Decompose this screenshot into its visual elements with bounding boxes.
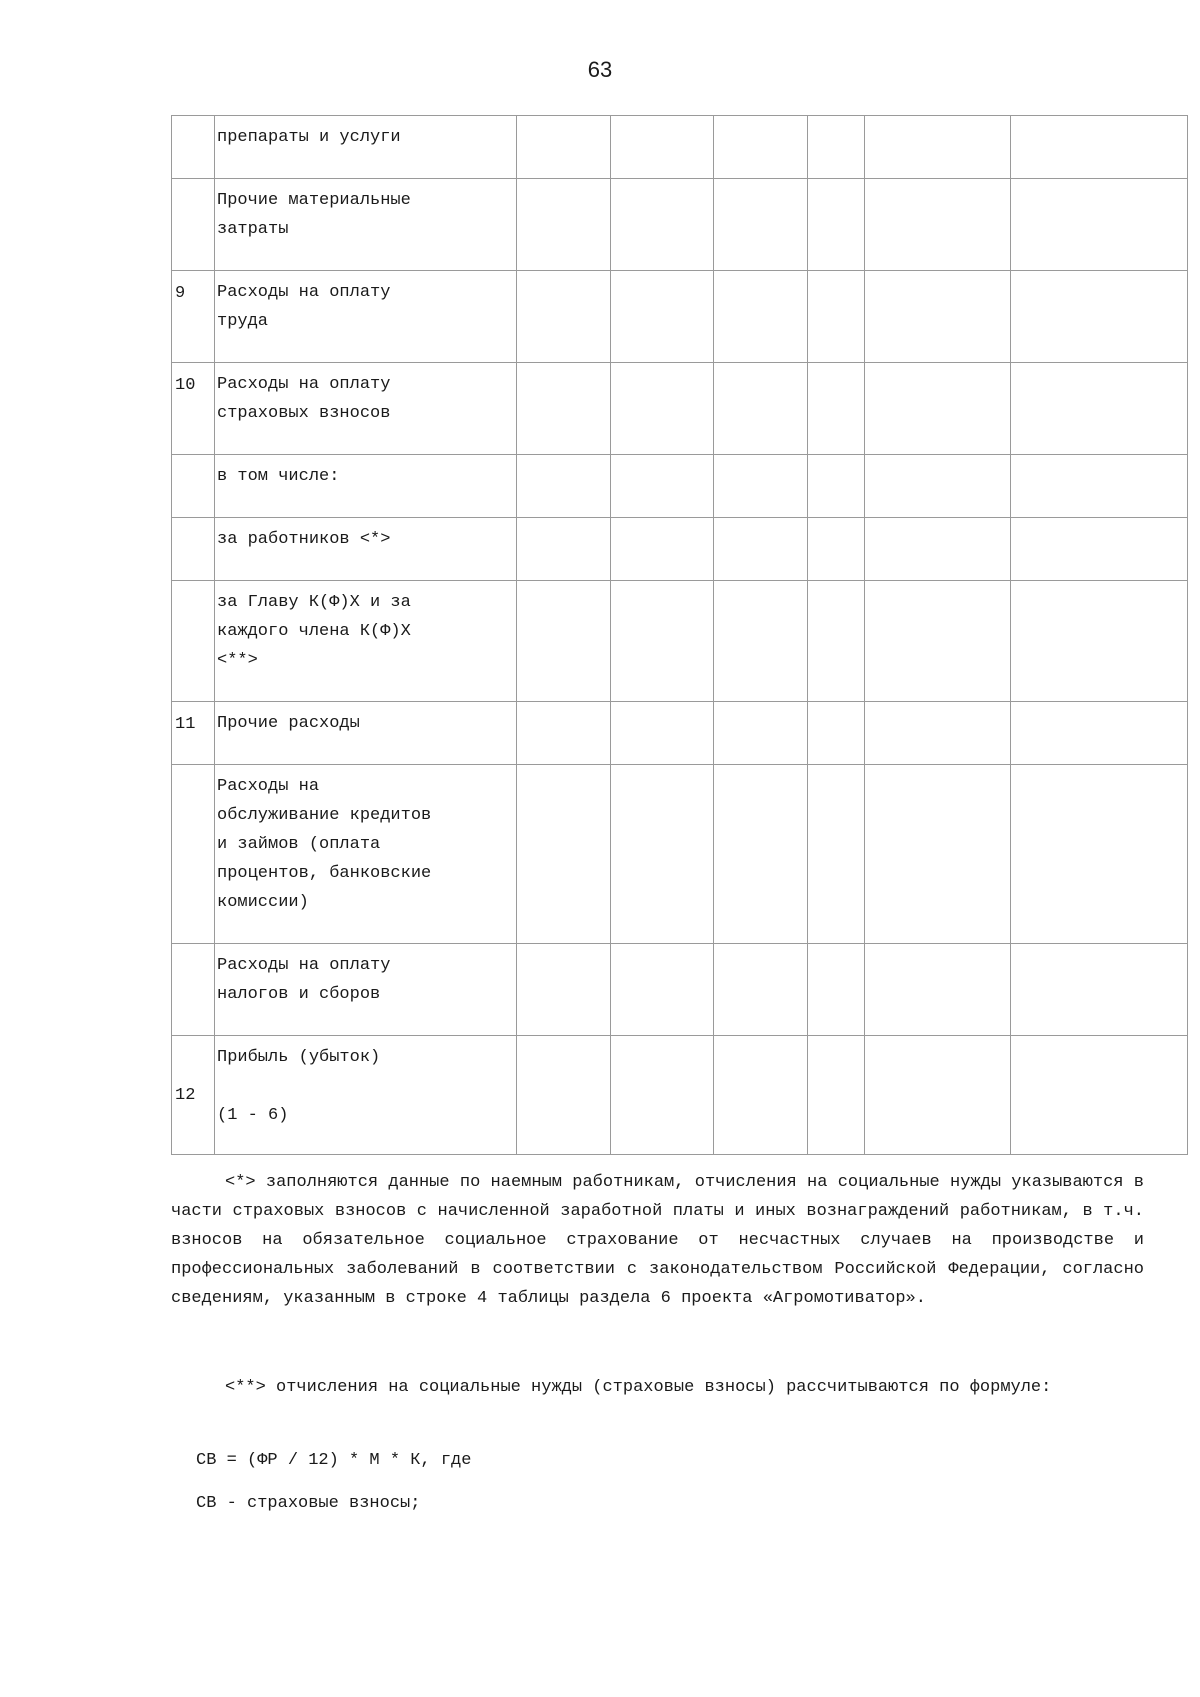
value-cell: [517, 518, 611, 581]
value-cell: [808, 179, 865, 271]
value-cell: [611, 116, 714, 179]
value-cell: [808, 581, 865, 702]
value-cell: [808, 765, 865, 944]
row-label-line: [217, 1072, 516, 1101]
row-label: [215, 363, 517, 455]
row-label: [215, 765, 517, 944]
value-cell: [1011, 116, 1188, 179]
value-cell: [1011, 944, 1188, 1036]
table-row: [172, 455, 1188, 518]
table-row: [172, 518, 1188, 581]
row-label: [215, 944, 517, 1036]
value-cell: [517, 363, 611, 455]
value-cell: [1011, 702, 1188, 765]
table-row: [172, 765, 1188, 944]
row-label-line: комиссии): [217, 893, 309, 912]
row-label-line: (1 - 6): [217, 1106, 289, 1125]
row-number: [172, 518, 215, 581]
row-label-line: Расходы на: [217, 777, 320, 796]
value-cell: [714, 1036, 808, 1155]
value-cell: [517, 271, 611, 363]
row-label-line: Расходы на оплату: [217, 956, 391, 975]
footnote-workers: [171, 1168, 1144, 1313]
row-number: 12: [172, 1036, 215, 1155]
row-label-line: препараты и услуги: [217, 128, 401, 147]
value-cell: [865, 702, 1011, 765]
row-label-line: налогов и сборов: [217, 985, 381, 1004]
table-row: [172, 581, 1188, 702]
row-number: [172, 455, 215, 518]
value-cell: [865, 363, 1011, 455]
value-cell: [611, 765, 714, 944]
row-label-line: за Главу К(Ф)Х и за: [217, 593, 411, 612]
value-cell: [714, 944, 808, 1036]
value-cell: [714, 455, 808, 518]
row-number: 9: [172, 271, 215, 363]
row-label-line: Прибыль (убыток): [217, 1048, 381, 1067]
value-cell: [611, 455, 714, 518]
row-label-line: в том числе:: [217, 467, 340, 486]
row-label-line: за работников <*>: [217, 530, 391, 549]
value-cell: [808, 363, 865, 455]
row-label-line: процентов, банковские: [217, 864, 432, 883]
row-label: [215, 116, 517, 179]
value-cell: [714, 702, 808, 765]
row-label-line: затраты: [217, 220, 289, 239]
value-cell: [714, 271, 808, 363]
value-cell: [1011, 179, 1188, 271]
row-label-line: обслуживание кредитов: [217, 806, 432, 825]
row-label: [215, 518, 517, 581]
value-cell: [865, 271, 1011, 363]
table-row: [172, 1036, 1188, 1155]
value-cell: [865, 455, 1011, 518]
value-cell: [714, 518, 808, 581]
table-row: [172, 271, 1188, 363]
row-label-line: Расходы на оплату: [217, 283, 391, 302]
row-label: [215, 179, 517, 271]
table-row: [172, 116, 1188, 179]
row-number: [172, 944, 215, 1036]
value-cell: [808, 702, 865, 765]
value-cell: [611, 363, 714, 455]
value-cell: [714, 116, 808, 179]
row-label-line: <**>: [217, 651, 258, 670]
formula-line: СВ = (ФР / 12) * М * К, где: [196, 1451, 472, 1470]
table-body: [172, 116, 1188, 1155]
value-cell: [865, 518, 1011, 581]
value-cell: [865, 116, 1011, 179]
value-cell: [714, 765, 808, 944]
value-cell: [517, 702, 611, 765]
value-cell: [611, 271, 714, 363]
footnote-head-text: <**> отчисления на социальные нужды (страховые взносы) рассчитываются по формуле:: [225, 1378, 1052, 1397]
value-cell: [714, 581, 808, 702]
value-cell: [808, 116, 865, 179]
row-number: [172, 116, 215, 179]
page-number: 63: [587, 57, 613, 82]
row-label-line: и займов (оплата: [217, 835, 381, 854]
row-number: 10: [172, 363, 215, 455]
row-label: [215, 455, 517, 518]
value-cell: [865, 944, 1011, 1036]
value-cell: [611, 1036, 714, 1155]
budget-table: [171, 115, 1188, 1155]
value-cell: [808, 455, 865, 518]
definition-line: СВ - страховые взносы;: [196, 1494, 421, 1513]
row-number: [172, 179, 215, 271]
value-cell: [517, 455, 611, 518]
value-cell: [517, 944, 611, 1036]
value-cell: [714, 179, 808, 271]
value-cell: [1011, 765, 1188, 944]
value-cell: [611, 179, 714, 271]
value-cell: [865, 179, 1011, 271]
value-cell: [1011, 455, 1188, 518]
value-cell: [808, 944, 865, 1036]
value-cell: [1011, 271, 1188, 363]
row-label-line: труда: [217, 312, 269, 331]
value-cell: [808, 271, 865, 363]
value-cell: [517, 765, 611, 944]
value-cell: [611, 518, 714, 581]
row-label: [215, 271, 517, 363]
footnote-workers-text: <*> заполняются данные по наемным работникам, отчисления на социальные нужды указываются в части страховых взносов с начисленной заработной платы и иных вознаграждений работникам, в т.ч. взносов на обязательное социальное страхование от несчастных случаев на производстве и профессиональных заболеваний в соответствии с законодательством Российской Федерации, согласно сведениям, указанным в строке 4 таблицы раздела 6 проекта «Агромотиватор».: [171, 1173, 1144, 1308]
row-label: [215, 1036, 517, 1155]
row-label: [215, 702, 517, 765]
value-cell: [808, 518, 865, 581]
row-number: [172, 581, 215, 702]
table-row: [172, 179, 1188, 271]
row-label-line: Расходы на оплату: [217, 375, 391, 394]
value-cell: [517, 179, 611, 271]
table-row: [172, 944, 1188, 1036]
table-row: [172, 363, 1188, 455]
value-cell: [808, 1036, 865, 1155]
row-label: [215, 581, 517, 702]
footnote-head: [171, 1373, 1144, 1402]
value-cell: [611, 944, 714, 1036]
row-label-line: каждого члена К(Ф)Х: [217, 622, 411, 641]
row-label-line: Прочие материальные: [217, 191, 411, 210]
row-number: [172, 765, 215, 944]
value-cell: [1011, 581, 1188, 702]
value-cell: [517, 581, 611, 702]
value-cell: [1011, 1036, 1188, 1155]
table-row: [172, 702, 1188, 765]
value-cell: [517, 1036, 611, 1155]
value-cell: [611, 581, 714, 702]
value-cell: [1011, 363, 1188, 455]
row-number: 11: [172, 702, 215, 765]
value-cell: [714, 363, 808, 455]
value-cell: [865, 581, 1011, 702]
value-cell: [1011, 518, 1188, 581]
row-label-line: страховых взносов: [217, 404, 391, 423]
value-cell: [611, 702, 714, 765]
value-cell: [865, 1036, 1011, 1155]
value-cell: [865, 765, 1011, 944]
row-label-line: Прочие расходы: [217, 714, 360, 733]
value-cell: [517, 116, 611, 179]
